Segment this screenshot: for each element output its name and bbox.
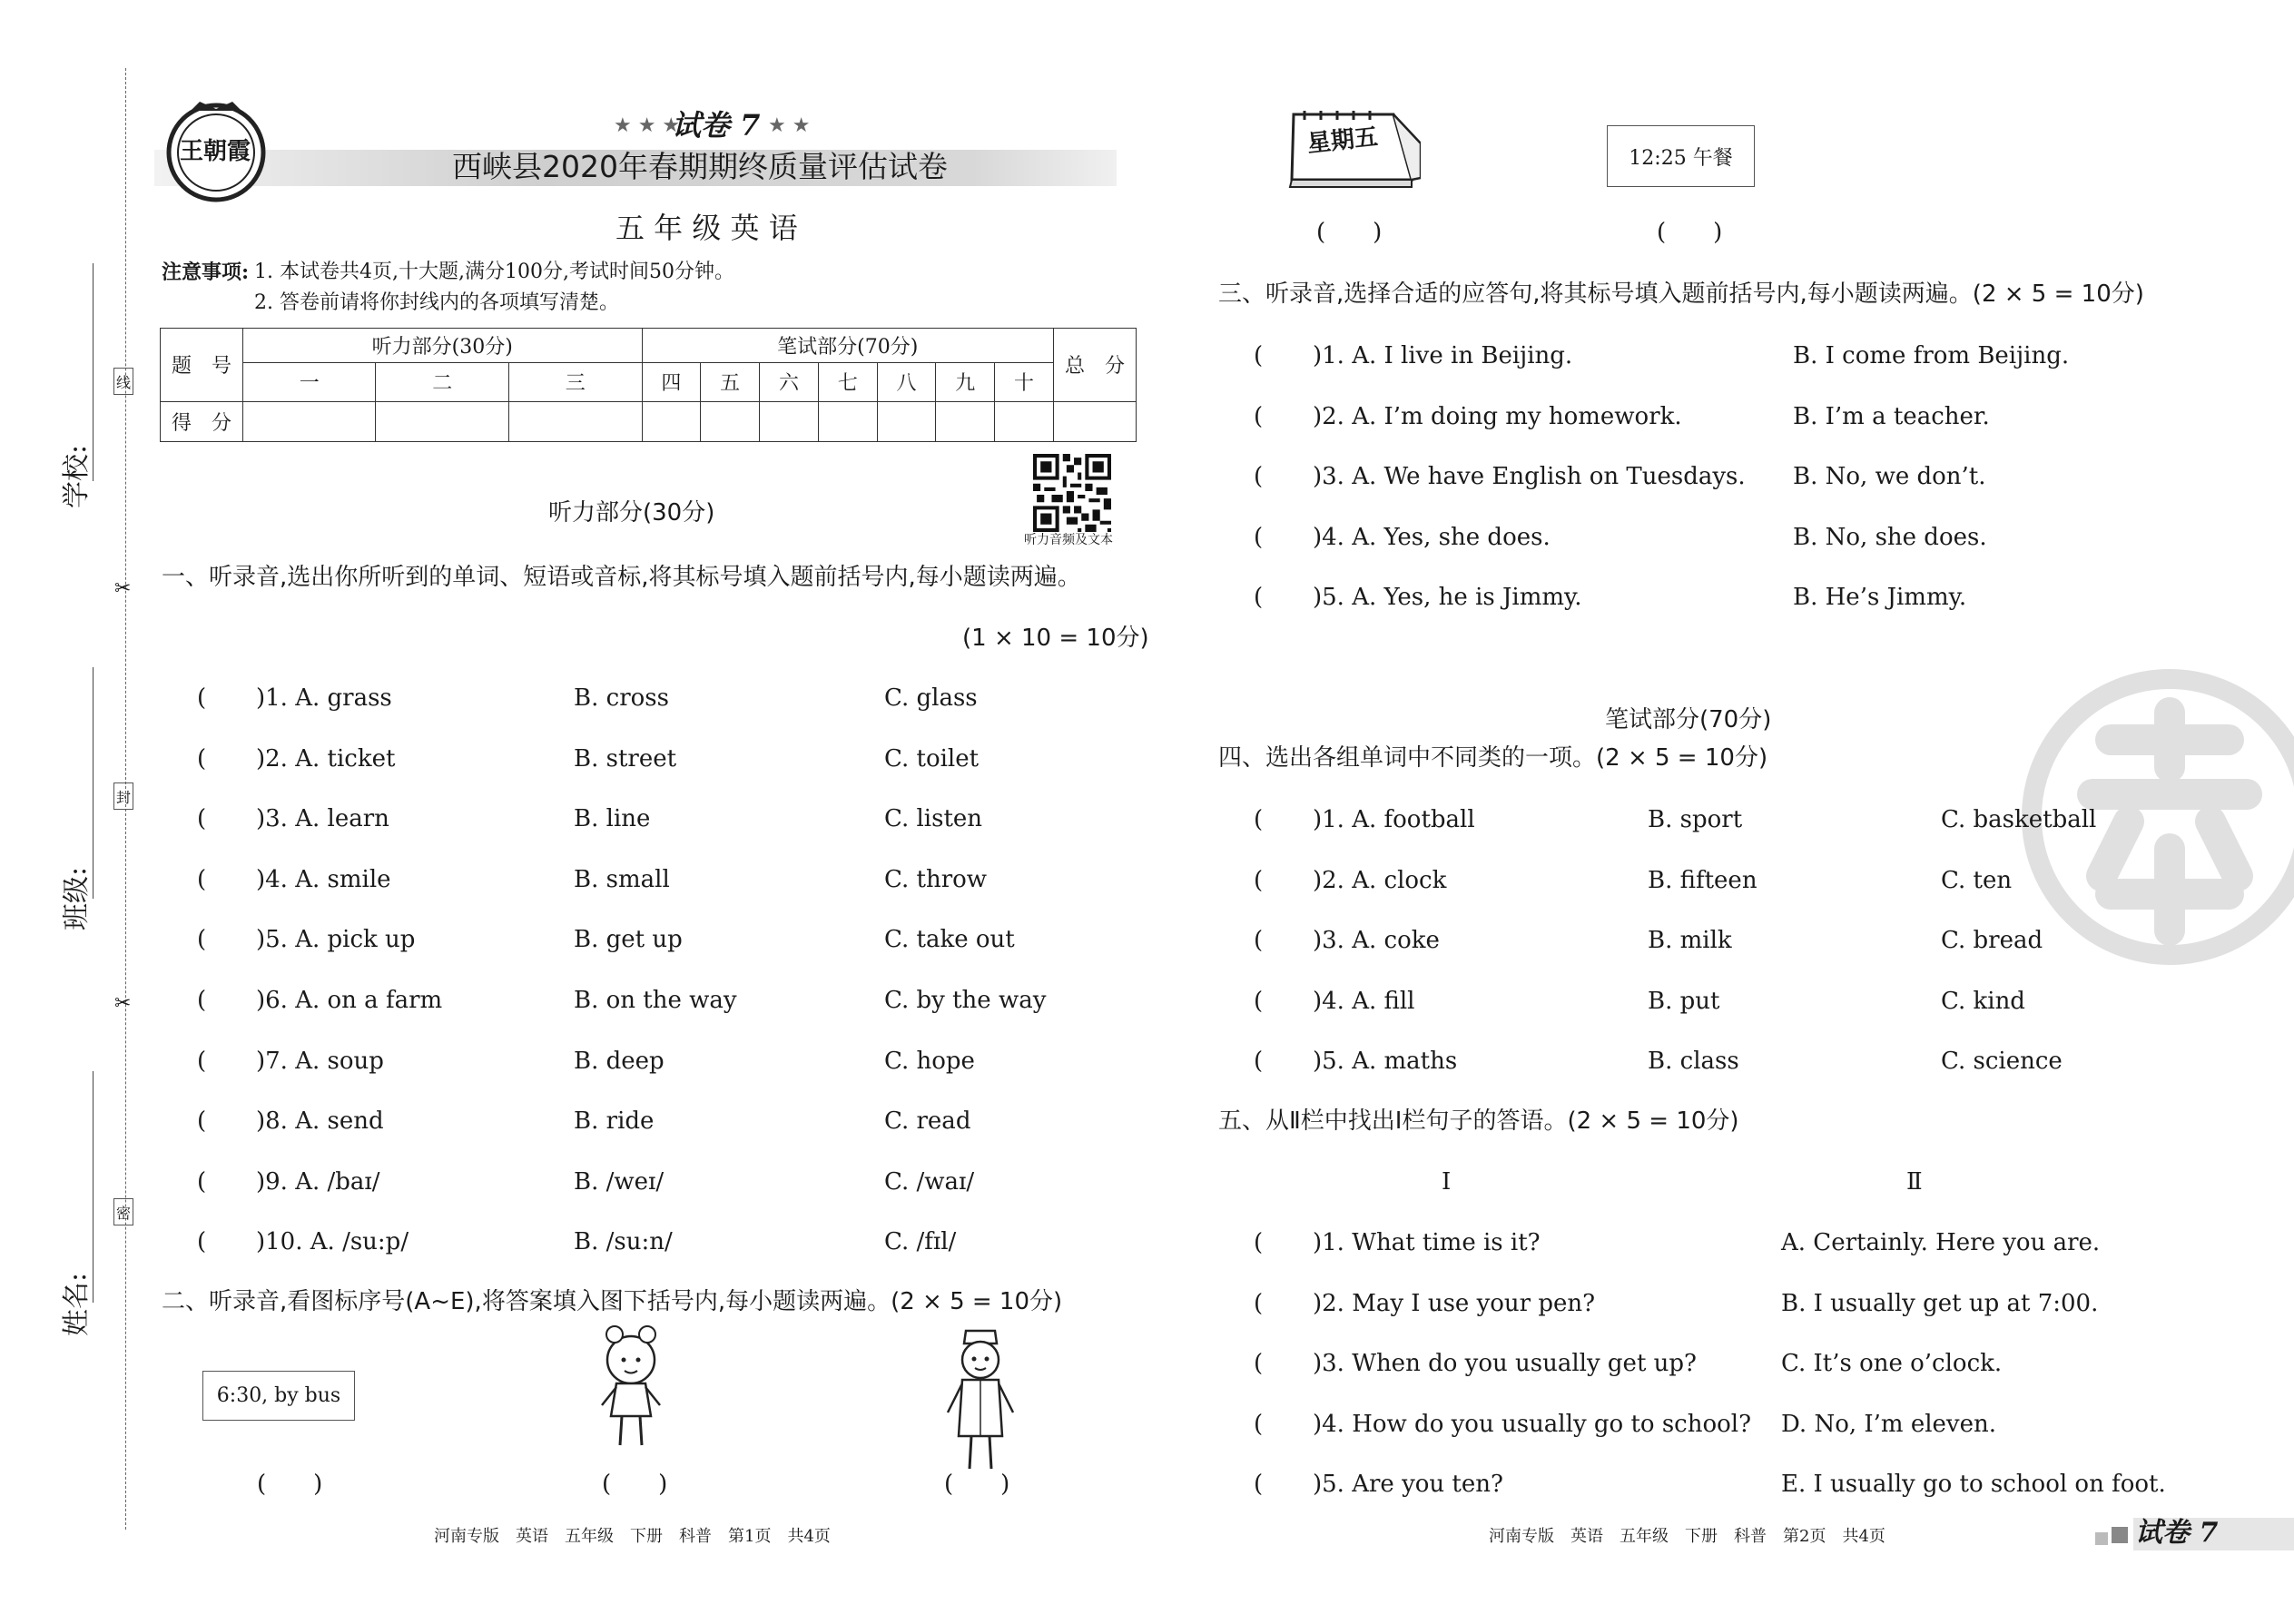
q3-option-a: )2. A. I’m doing my homework.	[1313, 402, 1682, 430]
notice-line2: 2. 答卷前请将你封线内的各项填写清楚。	[254, 291, 619, 314]
q4-option-c: C. kind	[1941, 987, 2025, 1015]
q1-option-c: C. glass	[884, 684, 978, 712]
answer-paren[interactable]: (	[1254, 1410, 1294, 1438]
q1-option-b: B. small	[574, 865, 670, 893]
numeral-cell: 八	[877, 363, 936, 401]
q4-option-a: )2. A. clock	[1313, 866, 1447, 894]
q1-option-a: )3. A. learn	[256, 805, 389, 833]
q3-option-b: B. No, we don’t.	[1793, 463, 1986, 490]
name-label: 姓名:	[61, 1272, 93, 1336]
q3-option-a: )1. A. I live in Beijing.	[1313, 342, 1573, 369]
footer-left: 河南专版 英语 五年级 下册 科普 第1页 共4页	[434, 1527, 831, 1546]
q4-option-c: C. bread	[1941, 927, 2043, 954]
time-bus-box: 6:30, by bus	[202, 1371, 355, 1421]
numeral-cell: 六	[760, 363, 819, 401]
school-label: 学校:	[61, 444, 93, 508]
q1-option-a: )9. A. /baɪ/	[256, 1167, 380, 1196]
answer-paren[interactable]: (	[197, 865, 237, 893]
total-cell: 总 分	[1054, 329, 1137, 402]
answer-paren[interactable]: (	[1254, 402, 1294, 430]
q1-option-c: C. /fɪl/	[884, 1228, 957, 1256]
numeral-cell: 二	[376, 363, 508, 401]
scissors-icon: ✂	[114, 992, 132, 1015]
q4-option-c: C. basketball	[1941, 806, 2097, 833]
exam-subtitle: 五 年 级 英 语	[615, 211, 798, 245]
answer-paren[interactable]: ( )	[1316, 219, 1383, 246]
answer-paren[interactable]: (	[1254, 866, 1294, 894]
doctor-illustration-icon	[944, 1327, 1017, 1472]
answer-paren[interactable]: (	[1254, 1289, 1294, 1317]
q4-option-a: )3. A. coke	[1313, 927, 1440, 954]
q2-title: 二、听录音,看图标序号(A~E),将答案填入图下括号内,每小题读两遍。(2 × 5 = 10分)	[162, 1288, 1063, 1315]
q1-option-b: B. get up	[574, 926, 683, 954]
q3-option-b: B. He’s Jimmy.	[1793, 584, 1967, 611]
answer-paren[interactable]: ( )	[602, 1471, 668, 1498]
q5-title: 五、从Ⅱ栏中找出Ⅰ栏句子的答语。(2 × 5 = 10分)	[1218, 1107, 1739, 1135]
tihao-cell: 题 号	[161, 329, 243, 402]
q3-option-a: )4. A. Yes, she does.	[1313, 523, 1551, 551]
score-blank[interactable]	[818, 401, 877, 441]
answer-paren[interactable]: ( )	[944, 1471, 1010, 1498]
q4-option-a: )5. A. maths	[1313, 1048, 1458, 1075]
answer-paren[interactable]: (	[1254, 1350, 1294, 1377]
logo-text: 王朝霞	[180, 138, 251, 165]
answer-paren[interactable]: (	[197, 684, 237, 712]
writing-header-cell: 笔试部分(70分)	[642, 329, 1053, 363]
footer-right: 河南专版 英语 五年级 下册 科普 第2页 共4页	[1489, 1527, 1885, 1546]
answer-paren[interactable]: (	[197, 805, 237, 833]
answer-paren[interactable]: (	[197, 926, 237, 954]
q4-title: 四、选出各组单词中不同类的一项。(2 × 5 = 10分)	[1218, 744, 1768, 772]
notice-line1: 1. 本试卷共4页,十大题,满分100分,考试时间50分钟。	[254, 261, 734, 283]
seal-mark-line: 线	[113, 368, 133, 395]
q1-option-a: )8. A. send	[256, 1107, 384, 1136]
q3-option-a: )5. A. Yes, he is Jimmy.	[1313, 584, 1582, 611]
answer-paren[interactable]: ( )	[257, 1471, 323, 1498]
listening-header-cell: 听力部分(30分)	[243, 329, 643, 363]
q5-col1: Ⅰ	[1442, 1168, 1452, 1196]
q5-answer: C. It’s one o’clock.	[1781, 1350, 2003, 1377]
q5-question: )3. When do you usually get up?	[1313, 1350, 1697, 1377]
class-line	[93, 667, 94, 899]
q5-question: )5. Are you ten?	[1313, 1471, 1503, 1498]
q1-option-c: C. listen	[884, 805, 983, 833]
q1-option-b: B. deep	[574, 1047, 665, 1075]
numeral-cell: 十	[995, 363, 1054, 401]
notice-label: 注意事项:	[162, 261, 250, 284]
q1-option-a: )10. A. /su:p/	[256, 1228, 409, 1256]
scissors-icon: ✂	[114, 577, 132, 600]
calendar-text: 星期五	[1305, 123, 1380, 158]
answer-paren[interactable]: (	[1254, 806, 1294, 833]
q4-option-a: )1. A. football	[1313, 806, 1475, 833]
answer-paren[interactable]: (	[197, 1047, 237, 1075]
q1-option-b: B. /weɪ/	[574, 1167, 665, 1196]
q1-option-c: C. read	[884, 1107, 971, 1136]
q1-option-a: )5. A. pick up	[256, 926, 416, 954]
score-table	[160, 328, 1137, 442]
q5-answer: A. Certainly. Here you are.	[1781, 1229, 2101, 1256]
answer-paren[interactable]: (	[1254, 927, 1294, 954]
q1-option-b: B. /su:n/	[574, 1228, 673, 1256]
q3-option-b: B. I’m a teacher.	[1793, 402, 1990, 430]
score-blank[interactable]	[508, 401, 642, 441]
q3-option-a: )3. A. We have English on Tuesdays.	[1313, 463, 1746, 490]
q5-answer: D. No, I’m eleven.	[1781, 1410, 1997, 1438]
class-label: 班级:	[61, 866, 93, 930]
name-line	[93, 1071, 94, 1303]
q4-option-b: B. class	[1648, 1048, 1739, 1075]
q4-option-c: C. science	[1941, 1048, 2063, 1075]
answer-paren[interactable]: (	[197, 987, 237, 1014]
q3-title: 三、听录音,选择合适的应答句,将其标号填入题前括号内,每小题读两遍。(2 × 5 = 10分)	[1218, 281, 2144, 308]
q1-option-a: )4. A. smile	[256, 865, 391, 893]
q1-option-c: C. throw	[884, 865, 988, 893]
seal-mark-feng: 封	[113, 782, 133, 810]
footer-square-deco	[2095, 1532, 2108, 1545]
q1-option-b: B. cross	[574, 684, 669, 712]
q1-option-a: )2. A. ticket	[256, 744, 396, 773]
q1-option-b: B. line	[574, 805, 651, 833]
answer-paren[interactable]: (	[1254, 1048, 1294, 1075]
answer-paren[interactable]: (	[197, 744, 237, 773]
q1-option-b: B. ride	[574, 1107, 655, 1136]
q1-option-c: C. take out	[884, 926, 1015, 954]
answer-paren[interactable]: (	[197, 1167, 237, 1196]
q1-option-c: C. toilet	[884, 744, 980, 773]
score-blank[interactable]	[642, 401, 701, 441]
score-blank[interactable]	[1054, 401, 1137, 441]
q5-question: )2. May I use your pen?	[1313, 1289, 1596, 1317]
girl-illustration-icon	[595, 1325, 667, 1452]
q1-option-b: B. street	[574, 744, 677, 773]
q5-answer: E. I usually go to school on foot.	[1781, 1471, 2166, 1498]
answer-paren[interactable]: (	[1254, 342, 1294, 369]
footer-tag: 试卷 7	[2135, 1517, 2219, 1549]
answer-paren[interactable]: (	[1254, 987, 1294, 1015]
q3-option-b: B. No, she does.	[1793, 523, 1987, 551]
q3-option-b: B. I come from Beijing.	[1793, 342, 2070, 369]
numeral-cell: 七	[818, 363, 877, 401]
series-title: 试卷 7	[672, 108, 761, 143]
q1-option-a: )1. A. grass	[256, 684, 392, 712]
q4-option-b: B. put	[1648, 987, 1720, 1015]
numeral-cell: 五	[701, 363, 760, 401]
q4-option-b: B. fifteen	[1648, 866, 1757, 894]
q1-option-c: C. by the way	[884, 987, 1047, 1014]
score-blank[interactable]	[376, 401, 508, 441]
numeral-cell: 三	[508, 363, 642, 401]
seal-mark-mi: 密	[113, 1198, 133, 1225]
answer-paren[interactable]: (	[197, 1228, 237, 1256]
q4-option-b: B. milk	[1648, 927, 1732, 954]
answer-paren[interactable]: (	[1254, 523, 1294, 551]
stars-left: ★ ★ ★	[614, 114, 681, 137]
listening-heading: 听力部分(30分)	[548, 499, 715, 527]
q1-option-c: C. hope	[884, 1047, 975, 1075]
q5-answer: B. I usually get up at 7:00.	[1781, 1289, 2099, 1317]
qr-caption: 听力音频及文本	[1024, 533, 1113, 547]
answer-paren[interactable]: (	[197, 1107, 237, 1136]
exam-title: 西峡县2020年春期期终质量评估试卷	[452, 149, 948, 184]
q5-question: )4. How do you usually go to school?	[1313, 1410, 1752, 1438]
q5-question: )1. What time is it?	[1313, 1229, 1541, 1256]
qr-code-icon[interactable]	[1033, 454, 1111, 532]
q1-option-a: )7. A. soup	[256, 1047, 384, 1075]
numeral-cell: 四	[642, 363, 701, 401]
score-blank[interactable]	[701, 401, 760, 441]
numeral-cell: 九	[936, 363, 995, 401]
q4-option-c: C. ten	[1941, 866, 2013, 894]
answer-paren[interactable]: (	[1254, 463, 1294, 490]
stars-right: ★ ★	[768, 114, 811, 137]
score-blank[interactable]	[936, 401, 995, 441]
school-line	[93, 263, 94, 481]
answer-paren[interactable]: ( )	[1657, 219, 1723, 246]
score-blank[interactable]	[243, 401, 376, 441]
writing-heading: 笔试部分(70分)	[1605, 706, 1772, 733]
answer-paren[interactable]: (	[1254, 1229, 1294, 1256]
q1-option-a: )6. A. on a farm	[256, 987, 443, 1014]
q4-option-b: B. sport	[1648, 806, 1743, 833]
numeral-cell: 一	[243, 363, 376, 401]
score-blank[interactable]	[877, 401, 936, 441]
answer-paren[interactable]: (	[1254, 1471, 1294, 1498]
score-blank[interactable]	[760, 401, 819, 441]
answer-paren[interactable]: (	[1254, 584, 1294, 611]
lunch-time-box: 12:25 午餐	[1607, 125, 1755, 187]
q1-score: (1 × 10 = 10分)	[962, 625, 1149, 652]
q5-col2: Ⅱ	[1906, 1168, 1923, 1196]
q1-option-c: C. /waɪ/	[884, 1167, 975, 1196]
score-blank[interactable]	[995, 401, 1054, 441]
q4-option-a: )4. A. fill	[1313, 987, 1415, 1015]
footer-square-deco	[2112, 1527, 2128, 1543]
q1-title: 一、听录音,选出你所听到的单词、短语或音标,将其标号填入题前括号内,每小题读两遍。	[162, 564, 1081, 591]
defen-cell: 得 分	[161, 401, 243, 441]
q1-option-b: B. on the way	[574, 987, 737, 1014]
